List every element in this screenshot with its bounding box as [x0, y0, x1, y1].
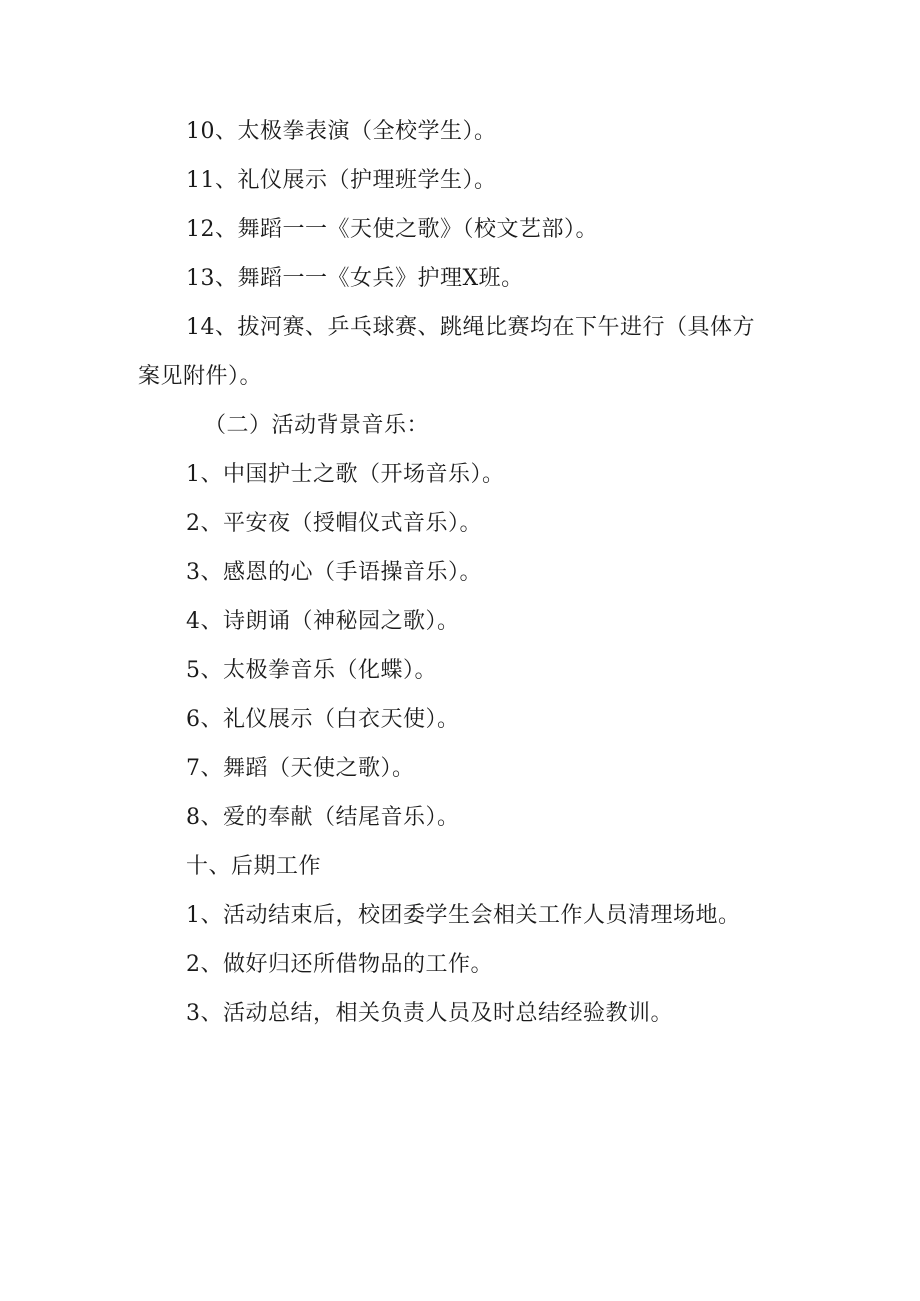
program-item-10: 10、太极拳表演（全校学生）。: [186, 119, 497, 144]
music-item-1: 1、中国护士之歌（开场音乐）。: [186, 462, 505, 487]
music-item-8: 8、爱的奉献（结尾音乐）。: [186, 805, 460, 830]
music-item-2: 2、平安夜（授帽仪式音乐）。: [186, 511, 482, 536]
followup-section-heading: 十、后期工作: [186, 854, 322, 879]
music-item-6: 6、礼仪展示（白衣天使）。: [186, 707, 460, 732]
followup-item-2: 2、做好归还所借物品的工作。: [186, 952, 493, 977]
followup-item-1: 1、活动结束后，校团委学生会相关工作人员清理场地。: [186, 903, 741, 928]
program-item-14-line1: 14、拔河赛、乒乓球赛、跳绳比赛均在下午进行（具体方: [186, 315, 755, 340]
music-item-3: 3、感恩的心（手语操音乐）。: [186, 560, 482, 585]
program-item-13: 13、舞蹈一一《女兵》护理X班。: [186, 266, 524, 291]
music-item-7: 7、舞蹈（天使之歌）。: [186, 756, 415, 781]
program-item-12: 12、舞蹈一一《天使之歌》（校文艺部）。: [186, 217, 598, 242]
program-item-14-line2: 案见附件）。: [138, 364, 263, 389]
music-item-4: 4、诗朗诵（神秘园之歌）。: [186, 609, 460, 634]
program-item-11: 11、礼仪展示（护理班学生）。: [186, 168, 497, 193]
music-section-heading: （二）活动背景音乐：: [204, 413, 430, 438]
music-item-5: 5、太极拳音乐（化蝶）。: [186, 658, 437, 683]
followup-item-3: 3、活动总结，相关负责人员及时总结经验教训。: [186, 1001, 673, 1026]
